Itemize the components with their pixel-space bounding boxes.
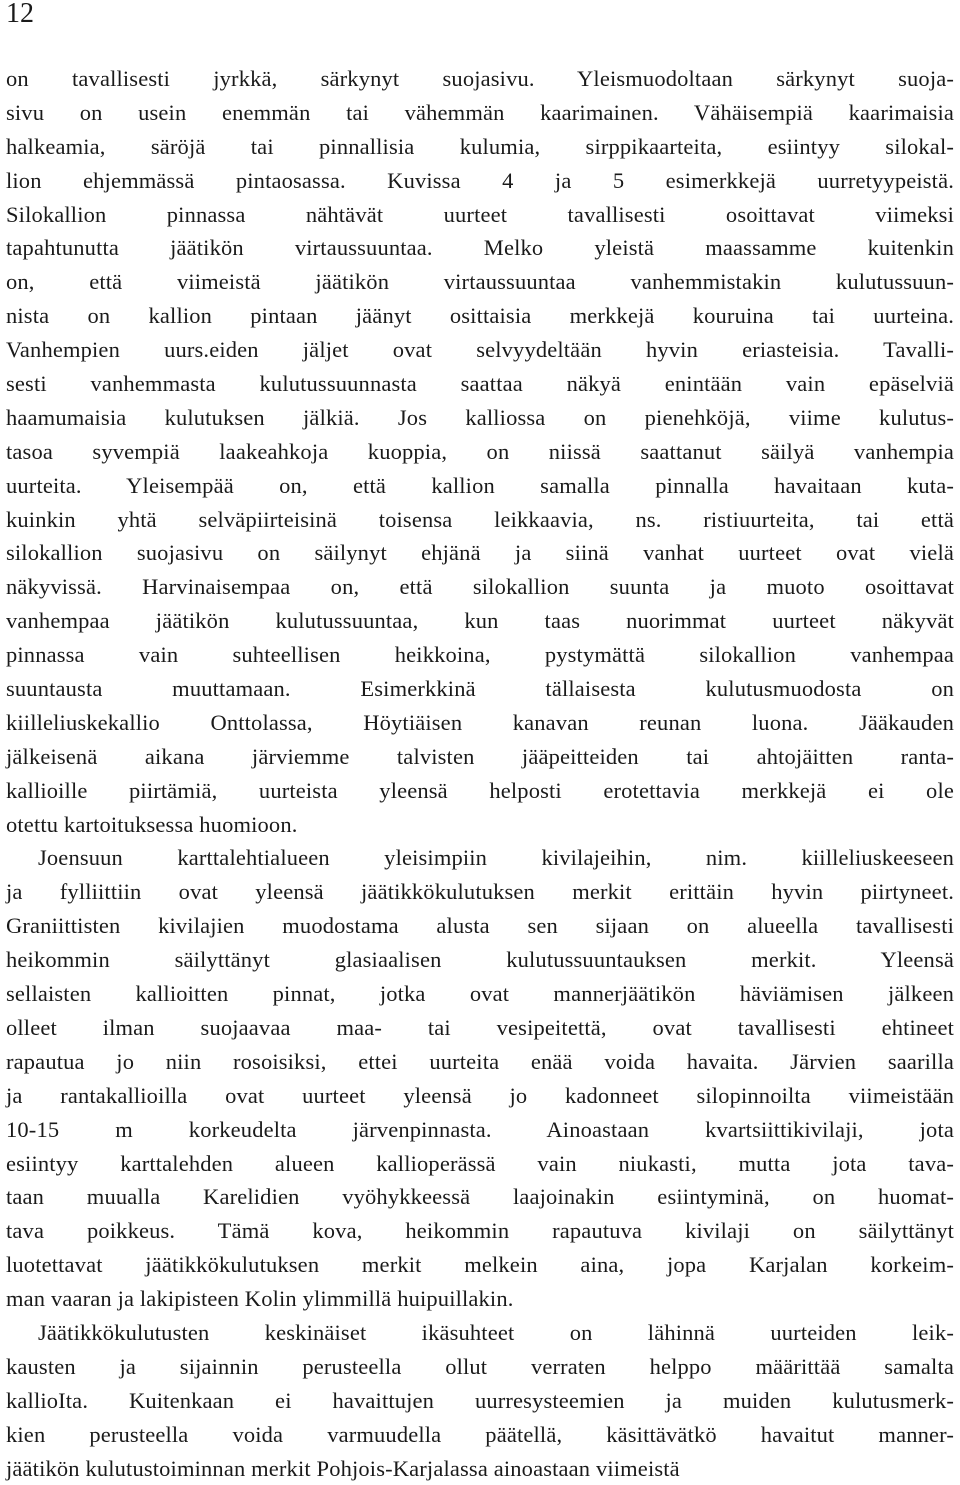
text-line: kiilleliuskekallio Onttolassa, Höytiäisen kanavan reunan luona. Jääkauden: [6, 709, 954, 735]
text-line: luotettavat jäätikkökulutuksen merkit melkein aina, jopa Karjalan korkeim-: [6, 1252, 954, 1278]
text-line: Jäätikkökulutusten keskinäiset ikäsuhteet on lähinnä uurteiden leik-: [38, 1319, 954, 1345]
text-line: olleet ilman suojaavaa maa- tai vesipeitettä, ovat tavallisesti ehtineet: [6, 1014, 954, 1040]
text-line: ja rantakallioilla ovat uurteet yleensä jo kadonneet silopinnoilta viimeistään: [6, 1082, 954, 1108]
text-line: otettu kartoituksessa huomioon.: [6, 811, 298, 837]
text-line: taan muualla Karelidien vyöhykkeessä laajoinakin esiintyminä, on huomat-: [6, 1184, 954, 1210]
text-line: Graniittisten kivilajien muodostama alusta sen sijaan on alueella tavallisesti: [6, 913, 954, 939]
text-line: tasoa syvempiä laakeahkoja kuoppia, on niissä saattanut säilyä vanhempia: [6, 438, 954, 464]
text-line: rapautua jo niin rosoisiksi, ettei uurteita enää voida havaita. Järvien saarilla: [6, 1048, 954, 1074]
text-line: kallioIta. Kuitenkaan ei havaittujen uurresysteemien ja muiden kulutusmerk-: [6, 1387, 954, 1413]
text-line: tapahtunutta jäätikön virtaussuuntaa. Melko yleistä maassamme kuitenkin: [6, 235, 954, 261]
text-line: nista on kallion pintaan jäänyt osittaisia merkkejä kouruina tai uurteina.: [6, 303, 954, 329]
text-line: näkyvissä. Harvinaisempaa on, että silokallion suunta ja muoto osoittavat: [6, 574, 954, 600]
text-line: suuntausta muuttamaan. Esimerkkinä tällaisesta kulutusmuodosta on: [6, 676, 954, 702]
text-line: sellaisten kallioitten pinnat, jotka ovat mannerjäätikön häviämisen jälkeen: [6, 981, 954, 1007]
text-line: lion ehjemmässä pintaosassa. Kuvissa 4 ja 5 esimerkkejä uurretyypeistä.: [6, 167, 954, 193]
text-line: on, että viimeistä jäätikön virtaussuuntaa vanhemmistakin kulutussuun-: [6, 269, 954, 295]
text-line: uurteita. Yleisempää on, että kallion samalla pinnalla havaitaan kuta-: [6, 472, 954, 498]
body-text: [6, 62, 954, 1485]
text-line: esiintyy karttalehden alueen kallioperässä vain niukasti, mutta jota tava-: [6, 1150, 954, 1176]
text-line: pinnassa vain suhteellisen heikkoina, pystymättä silokallion vanhempaa: [6, 642, 954, 668]
text-line: man vaaran ja lakipisteen Kolin ylimmillä huipuillakin.: [6, 1286, 514, 1312]
text-line: Vanhempien uurs.eiden jäljet ovat selvyydeltään hyvin eriasteisia. Tavalli-: [6, 337, 954, 363]
text-line: heikommin säilyttänyt glasiaalisen kulutussuuntauksen merkit. Yleensä: [6, 947, 954, 973]
text-line: kallioille piirtämiä, uurteista yleensä helposti erotettavia merkkejä ei ole: [6, 777, 954, 803]
text-line: kausten ja sijainnin perusteella ollut verraten helppo määrittää samalta: [6, 1353, 954, 1379]
text-line: ja fylliittiin ovat yleensä jäätikkökulutuksen merkit erittäin hyvin piirtyneet.: [6, 879, 954, 905]
page-number: 12: [6, 0, 34, 29]
text-line: silokallion suojasivu on säilynyt ehjänä ja siinä vanhat uurteet ovat vielä: [6, 540, 954, 566]
text-line: jälkeisenä aikana järviemme talvisten jääpeitteiden tai ahtojäitten ranta-: [6, 743, 954, 769]
text-line: sivu on usein enemmän tai vähemmän kaarimainen. Vähäisempiä kaarimaisia: [6, 99, 954, 125]
text-line: Silokallion pinnassa nähtävät uurteet tavallisesti osoittavat viimeksi: [6, 201, 954, 227]
text-line: kuinkin yhtä selväpiirteisinä toisensa leikkaavia, ns. ristiuurteita, tai että: [6, 506, 954, 532]
text-line: 10-15 m korkeudelta järvenpinnasta. Ainoastaan kvartsiittikivilaji, jota: [6, 1116, 954, 1142]
text-line: halkeamia, säröjä tai pinnallisia kulumia, sirppikaarteita, esiintyy silokal-: [6, 133, 954, 159]
text-line: kien perusteella voida varmuudella päätellä, käsittävätkö havaitut manner-: [6, 1421, 954, 1447]
text-line: on tavallisesti jyrkkä, särkynyt suojasivu. Yleismuodoltaan särkynyt suoja-: [6, 66, 954, 91]
text-line: sesti vanhemmasta kulutussuunnasta saattaa näkyä enintään vain epäselviä: [6, 371, 954, 397]
text-line: haamumaisia kulutuksen jälkiä. Jos kalliossa on pienehköjä, viime kulutus-: [6, 404, 954, 430]
text-line: jäätikön kulutustoiminnan merkit Pohjois-Karjalassa ainoastaan viimeistä: [6, 1455, 680, 1481]
text-line: vanhempaa jäätikön kulutussuuntaa, kun taas nuorimmat uurteet näkyvät: [6, 608, 954, 634]
text-line: tava poikkeus. Tämä kova, heikommin rapautuva kivilaji on säilyttänyt: [6, 1218, 954, 1244]
text-line: Joensuun karttalehtialueen yleisimpiin kivilajeihin, nim. kiilleliuskeeseen: [38, 845, 954, 871]
